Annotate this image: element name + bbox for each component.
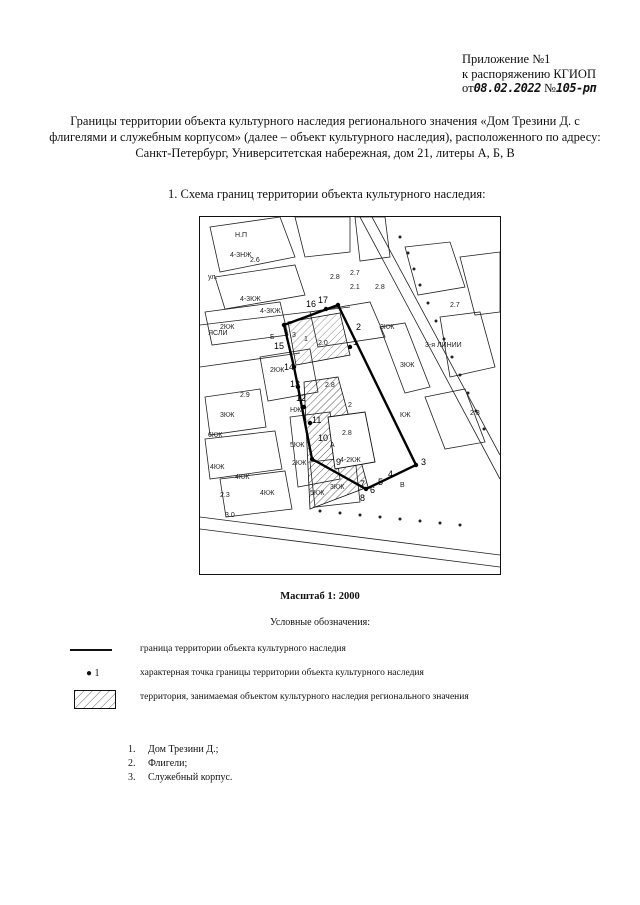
legend-item-territory: территория, занимаемая объектом культурного наследия регионального значения — [140, 692, 469, 702]
map-label: 4-3КЖ — [240, 296, 261, 303]
point-label: 11 — [312, 415, 322, 425]
order-number: 105-рп — [555, 81, 597, 95]
point-label: 1 — [353, 337, 359, 347]
map-label: 1 — [304, 336, 308, 343]
point-label: 5 — [378, 477, 384, 487]
order-date: 08.02.2022 — [473, 81, 541, 95]
map-label: 2КЖ — [220, 324, 235, 331]
map-label: В — [400, 482, 405, 489]
map-label: 2 — [348, 402, 352, 409]
legend-item-point: характерная точка границы территории объекта культурного наследия — [140, 668, 424, 678]
map-label: 2.8 — [342, 430, 352, 437]
map-label: 4КЖ — [235, 474, 250, 481]
point-label: 8 — [360, 493, 366, 503]
appendix-date-line — [462, 81, 596, 96]
map-label: 4-3КЖ — [260, 308, 281, 315]
list-item: 3. Служебный корпус. — [128, 772, 233, 783]
point-label: 2 — [356, 322, 362, 332]
map-label: 2.0 — [318, 340, 328, 347]
map-label: 2.7 — [450, 302, 460, 309]
map-label: 3.0 — [225, 512, 235, 519]
map-label: Б — [270, 334, 275, 341]
legend-point-swatch: ● 1 — [86, 668, 100, 679]
map-label: 2.7 — [350, 270, 360, 277]
map-label: 3КЖ — [330, 484, 345, 491]
point-label: 7 — [360, 479, 366, 489]
map-label: 2.1 — [350, 284, 360, 291]
map-label: 3КЖ — [220, 412, 235, 419]
map-label: 3-я ЛИНИИ — [425, 342, 462, 349]
section-heading: 1. Схема границ территории объекта культурного наследия: — [168, 187, 486, 201]
document-title: Границы территории объекта культурного наследия регионального значения «Дом Трезини Д. с флигелями и служебным корпусом» (далее – объект культурного наследия), расположенного по адресу: Санкт-Петербург, Университетская набережная, дом 21, литеры А, Б, В — [49, 114, 601, 160]
legend-territory-swatch — [74, 690, 116, 709]
map-label: КЖ — [400, 412, 411, 419]
map-drawing — [200, 217, 500, 574]
map-label: 2КЖ — [270, 367, 285, 374]
legend-title: Условные обозначения: — [269, 617, 370, 628]
number-prefix: № — [543, 81, 556, 95]
map-label: 2.6 — [250, 257, 260, 264]
map-label: 2.9 — [240, 392, 250, 399]
map-label: А — [330, 442, 335, 449]
point-label: 10 — [318, 433, 329, 443]
boundary-map — [199, 216, 501, 575]
list-item: 2. Флигели; — [128, 758, 188, 769]
map-label: 2.8 — [330, 274, 340, 281]
map-label: 3 — [292, 332, 296, 339]
map-label: 2.3 — [220, 492, 230, 499]
map-label: 4КЖ — [260, 490, 275, 497]
legend-boundary-swatch — [70, 649, 112, 651]
map-label: НЖ — [290, 407, 302, 414]
map-label: 4КЖ — [210, 464, 225, 471]
map-label: 5КЖ — [310, 490, 325, 497]
map-label: Н.П — [235, 232, 248, 239]
map-label: 2.8 — [375, 284, 385, 291]
date-prefix: от — [462, 81, 474, 95]
list-item: 1. Дом Трезини Д.; — [128, 744, 219, 755]
map-label: 2.8 — [325, 382, 335, 389]
appendix-order: к распоряжению КГИОП — [462, 66, 596, 81]
map-label: 2.8 — [470, 410, 480, 417]
point-label: 16 — [306, 299, 317, 309]
map-label: 6КЖ — [208, 432, 223, 439]
point-label: 14 — [284, 362, 295, 372]
point-label: 12 — [296, 393, 307, 403]
map-label: 5КЖ — [290, 442, 305, 449]
map-label: ул. — [208, 274, 218, 281]
map-label: 4-2КЖ — [340, 457, 361, 464]
map-label: 3КЖ — [380, 324, 395, 331]
map-label: 3КЖ — [400, 362, 415, 369]
point-label: 13 — [290, 379, 301, 389]
appendix-header — [462, 52, 596, 96]
point-label: 3 — [421, 457, 427, 467]
map-scale: Масштаб 1: 2000 — [280, 591, 360, 602]
point-label: 9 — [336, 457, 342, 467]
legend-item-boundary: граница территории объекта культурного наследия — [140, 644, 346, 654]
point-label: 15 — [274, 341, 285, 351]
point-label: 6 — [370, 485, 376, 495]
map-label: 2КЖ — [292, 460, 307, 467]
appendix-number: Приложение №1 — [462, 52, 551, 66]
legend-point-number: 1 — [94, 668, 100, 679]
map-label: ЯСЛИ — [208, 330, 228, 337]
object-list — [128, 743, 232, 785]
point-label: 4 — [388, 469, 394, 479]
map-label: 4-3НЖ — [230, 252, 252, 259]
point-label: 17 — [318, 295, 329, 305]
